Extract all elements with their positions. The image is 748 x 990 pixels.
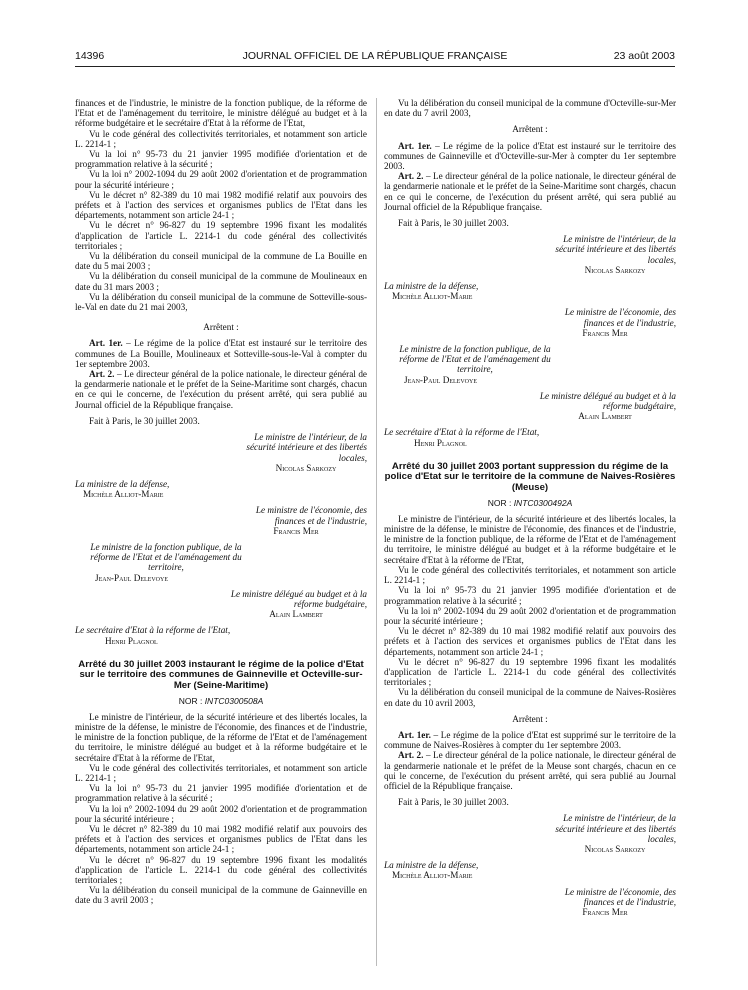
signatory-name: Michèle Alliot-Marie [83, 489, 164, 500]
signatory-role: Le ministre de la fonction publique, de la réforme de l'Etat et de l'aménagement du territoire, [399, 344, 551, 375]
signatory-role: La ministre de la défense, [384, 281, 479, 292]
signatory-name: Alain Lambert [269, 609, 323, 620]
signatory-role: Le ministre de l'intérieur, de la sécurité intérieure et des libertés locales, [246, 432, 367, 463]
signatory-role: Le ministre de l'économie, des finances et de l'industrie, [564, 307, 676, 328]
visa: Vu la loi n° 2002-1094 du 29 août 2002 d'orientation et de programmation pour la sécurité intérieure ; [75, 169, 367, 190]
visa: Vu la délibération du conseil municipal de la commune de Sotteville-sous-le-Val en date du 21 mai 2003, [75, 291, 367, 313]
article-text: – Le directeur général de la police nationale, le directeur général de la gendarmerie nationale et le préfet de la Seine-Maritime sont chargés, chacun en ce qui le concerne, de l'exécution du présent arrêté, qui sera publié au Journal officiel de la République française. [384, 171, 676, 212]
nor-label: NOR : [178, 695, 205, 706]
visa: Vu la délibération du conseil municipal de la commune de Moulineaux en date du 31 mars 2003 ; [75, 271, 367, 292]
visa: Vu la loi n° 95-73 du 21 janvier 1995 modifiée d'orientation et de programmation relative à la sécurité ; [75, 783, 367, 804]
visa: Vu la délibération du conseil municipal de la commune de Gainneville en date du 3 avril 2003 ; [75, 885, 367, 906]
signatory-name: Francis Mer [273, 525, 319, 536]
decree-title: Arrêté du 30 juillet 2003 instaurant le régime de la police d'Etat sur le territoire des communes de Gainneville et Octeville-sur-Mer (Seine-Maritime) [78, 658, 364, 691]
article-text: – Le directeur général de la police nationale, le directeur général de la gendarmerie nationale et le préfet de la Meuse sont chargés, chacun en ce qui le concerne, de l'exécution du présent arrêté, qui sera publié au Journal officiel de la République française. [384, 750, 676, 791]
visa: Vu la délibération du conseil municipal de la commune de Naives-Rosières en date du 10 avril 2003, [384, 687, 676, 708]
signatory-name: Nicolas Sarkozy [584, 843, 646, 854]
signatory-name: Nicolas Sarkozy [275, 462, 337, 473]
signatory-name: Michèle Alliot-Marie [392, 291, 473, 302]
right-column [384, 98, 676, 917]
article-2 [384, 750, 676, 791]
visa: Vu le décret n° 96-827 du 19 septembre 1996 fixant les modalités d'application de l'article L. 2214-1 du code général des collectivités territoriales ; [75, 854, 367, 885]
signatory-name: Nicolas Sarkozy [584, 264, 646, 275]
visa: Vu la délibération du conseil municipal de la commune de La Bouille en date du 5 mai 2003 ; [75, 251, 367, 272]
signatory-role: Le ministre délégué au budget et à la réforme budgétaire, [539, 390, 676, 412]
signatory-role: Le secrétaire d'Etat à la réforme de l'Etat, [384, 427, 540, 438]
paragraph: Le ministre de l'intérieur, de la sécurité intérieure et des libertés locales, la ministre de la défense, le ministre de l'économie, des finances et de l'industrie, le ministre de la fonction publique, de la réforme de l'Etat et de l'aménagement du territoire, le ministre délégué au budget et à la réforme budgétaire et le secrétaire d'Etat à la réforme de l'Etat, [384, 513, 676, 565]
visa: Vu la loi n° 95-73 du 21 janvier 1995 modifiée d'orientation et de programmation relative à la sécurité ; [384, 585, 676, 606]
signatory-name: Alain Lambert [578, 411, 632, 422]
signatory-name: Francis Mer [582, 906, 628, 917]
article-label: Art. 2. [89, 369, 115, 380]
visa: Vu le code général des collectivités territoriales, et notamment son article L. 2214-1 ; [75, 762, 367, 783]
article-label: Art. 2. [398, 750, 424, 761]
article-text: – Le régime de la police d'Etat est instauré sur le territoire des communes de Gainneville et d'Octeville-sur-Mer à compter du 1er septembre 2003. [384, 140, 676, 172]
arretent-heading: Arrêtent : [512, 124, 548, 135]
signatory-role: Le ministre de l'intérieur, de la sécurité intérieure et des libertés locales, [555, 234, 676, 265]
article-1 [384, 141, 676, 172]
article-text: – Le régime de la police d'Etat est supprimé sur le territoire de la commune de Naives-Rosières à compter du 1er septembre 2003. [384, 729, 676, 751]
visa: Vu le décret n° 82-389 du 10 mai 1982 modifié relatif aux pouvoirs des préfets et à l'action des services et organismes publics de l'Etat dans les départements, notamment son article 24-1 ; [384, 626, 676, 657]
journal-title: JOURNAL OFFICIEL DE LA RÉPUBLIQUE FRANÇAISE [242, 50, 508, 62]
nor-label: NOR : [487, 497, 514, 508]
visa: Vu la délibération du conseil municipal de la commune d'Octeville-sur-Mer en date du 7 avril 2003, [384, 98, 676, 119]
decree-title: Arrêté du 30 juillet 2003 portant suppression du régime de la police d'Etat sur le territoire de la commune de Naives-Rosières (Meuse) [384, 460, 676, 494]
page-header [75, 50, 675, 64]
article-1 [75, 338, 367, 369]
signatory-role: Le secrétaire d'Etat à la réforme de l'Etat, [75, 625, 231, 636]
arretent-heading: Arrêtent : [203, 322, 239, 333]
visa: Vu le code général des collectivités territoriales, et notamment son article L. 2214-1 ; [75, 128, 367, 149]
fait-a-paris: Fait à Paris, le 30 juillet 2003. [89, 415, 200, 426]
signatory-name: Henri Plagnol [414, 437, 467, 448]
signatory-name: Jean-Paul Delevoye [404, 374, 477, 385]
signatory-name: Francis Mer [582, 327, 628, 338]
visa: Vu le décret n° 96-827 du 19 septembre 1996 fixant les modalités d'application de l'article L. 2214-1 du code général des collectivités territoriales ; [75, 220, 367, 251]
visa: Vu le décret n° 82-389 du 10 mai 1982 modifié relatif aux pouvoirs des préfets et à l'action des services et organismes publics de l'Etat dans les départements, notamment son article 24-1 ; [75, 189, 367, 221]
article-label: Art. 1er. [398, 729, 431, 740]
signatory-role: La ministre de la défense, [75, 478, 170, 489]
article-1 [384, 730, 676, 750]
article-2 [384, 171, 676, 212]
visa: Vu la loi n° 95-73 du 21 janvier 1995 modifiée d'orientation et de programmation relative à la sécurité ; [75, 149, 367, 170]
nor-code: INTC0300492A [513, 497, 573, 508]
left-column [75, 98, 367, 906]
nor-reference [75, 696, 367, 706]
visa: Vu le code général des collectivités territoriales, et notamment son article L. 2214-1 ; [384, 564, 676, 586]
paragraph: finances et de l'industrie, le ministre de la fonction publique, de la réforme de l'Etat et de l'aménagement du territoire, le ministre délégué au budget et à la réforme budgétaire et le secrétaire d'Etat à la réforme de l'Etat, [75, 98, 367, 129]
visa: Vu la loi n° 2002-1094 du 29 août 2002 d'orientation et de programmation pour la sécurité intérieure ; [75, 803, 367, 824]
signatory-role: La ministre de la défense, [384, 860, 479, 871]
signatory-name: Jean-Paul Delevoye [95, 572, 168, 583]
issue-date: 23 août 2003 [613, 50, 675, 62]
nor-code: INTC0300508A [204, 695, 264, 706]
header-rule [75, 66, 675, 67]
signatory-name: Michèle Alliot-Marie [392, 870, 473, 881]
signatory-role: Le ministre délégué au budget et à la réforme budgétaire, [230, 588, 367, 609]
visa: Vu la loi n° 2002-1094 du 29 août 2002 d'orientation et de programmation pour la sécurité intérieure ; [384, 605, 676, 626]
nor-reference [384, 498, 676, 508]
article-text: – Le directeur général de la police nationale, le directeur général de la gendarmerie nationale et le préfet de la Seine-Maritime sont chargés, chacun en ce qui le concerne, de l'exécution du présent arrêté, qui sera publié au Journal officiel de la République française. [75, 369, 367, 410]
signatory-role: Le ministre de la fonction publique, de la réforme de l'Etat et de l'aménagement du territoire, [90, 541, 242, 573]
signatory-name: Henri Plagnol [105, 635, 158, 646]
article-2 [75, 369, 367, 410]
signatory-role: Le ministre de l'économie, des finances et de l'industrie, [255, 505, 367, 526]
article-label: Art. 1er. [89, 338, 123, 349]
visa: Vu le décret n° 96-827 du 19 septembre 1996 fixant les modalités d'application de l'article L. 2214-1 du code général des collectivités territoriales ; [384, 656, 676, 688]
column-divider [376, 98, 377, 966]
page-number: 14396 [75, 50, 105, 62]
visa: Vu le décret n° 82-389 du 10 mai 1982 modifié relatif aux pouvoirs des préfets et à l'action des services et organismes publics de l'Etat dans les départements, notamment son article 24-1 ; [75, 823, 367, 855]
signatory-role: Le ministre de l'intérieur, de la sécurité intérieure et des libertés locales, [555, 813, 676, 844]
paragraph: Le ministre de l'intérieur, de la sécurité intérieure et des libertés locales, la ministre de la défense, le ministre de l'économie, des finances et de l'industrie, le ministre de la fonction publique, de la réforme de l'Etat et de l'aménagement du territoire, le ministre délégué au budget et à la réforme budgétaire et le secrétaire d'Etat à la réforme de l'Etat, [75, 711, 367, 763]
article-text: – Le régime de la police d'Etat est instauré sur le territoire des communes de La Bouille, Moulineaux et Sotteville-sous-le-Val à compter du 1er septembre 2003. [75, 338, 367, 369]
article-label: Art. 2. [398, 171, 424, 182]
arretent-heading: Arrêtent : [512, 713, 548, 724]
article-label: Art. 1er. [398, 140, 432, 151]
fait-a-paris: Fait à Paris, le 30 juillet 2003. [398, 797, 509, 808]
signatory-role: Le ministre de l'économie, des finances et de l'industrie, [564, 886, 676, 907]
fait-a-paris: Fait à Paris, le 30 juillet 2003. [398, 218, 509, 229]
